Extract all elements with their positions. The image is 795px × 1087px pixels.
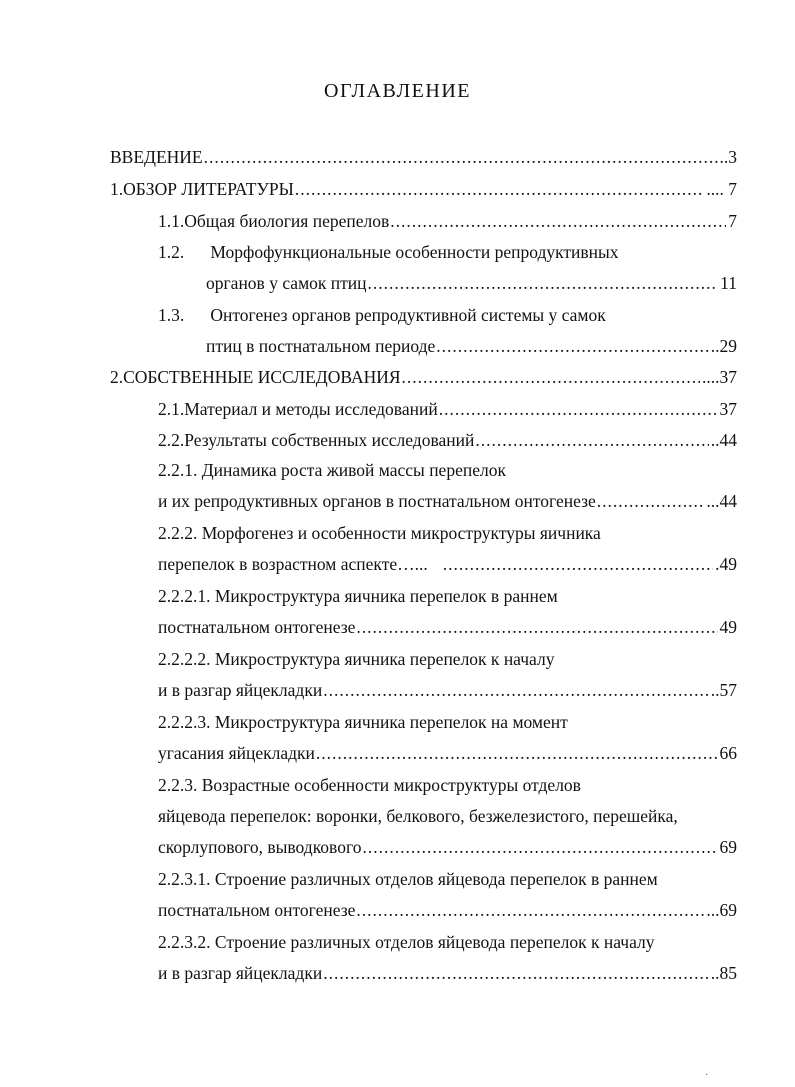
toc-entry-text: органов у самок птиц [206, 273, 367, 293]
toc-entry-page: ....37 [702, 367, 737, 387]
toc-entry-chapter-2 [110, 364, 737, 390]
toc-entry-number: 1.3. [158, 305, 185, 325]
toc-entry-page: 7 [728, 211, 737, 231]
toc-entry-text: Общая биология перепелов [184, 211, 390, 231]
toc-entry-text: и в разгар яйцекладки [158, 680, 323, 700]
toc-entry-text: 2.2.3.1. Строение различных отделов яйцевода перепелок в раннем [158, 869, 658, 889]
toc-entry-page: ...69 [706, 900, 737, 920]
toc-entry-page: ...44 [706, 491, 737, 511]
toc-entry-2-2-3 [158, 772, 737, 798]
page-title: ОГЛАВЛЕНИЕ [324, 80, 471, 102]
toc-entry-text: постнатальном онтогенезе [158, 900, 356, 920]
toc-entry-chapter-1 [110, 176, 737, 202]
toc-entry-text: птиц в постнатальном периоде [206, 336, 436, 356]
leader-dots [475, 427, 708, 453]
toc-entry-text: Материал и методы исследований [184, 399, 438, 419]
toc-entry-text: и их репродуктивных органов в постнатальном онтогенезе [158, 491, 596, 511]
leader-dots [204, 144, 718, 170]
leader-dots [323, 960, 709, 986]
toc-entry-2-2-1-continued [158, 488, 737, 514]
toc-entry-1-2-continued [206, 270, 737, 296]
leader-dots [356, 614, 717, 640]
toc-entry-2-2-3-2 [158, 929, 737, 955]
leader-dots [316, 740, 718, 766]
toc-entry-1-3-continued [206, 333, 737, 359]
toc-entry-2-2-2-3-continued [158, 740, 737, 766]
toc-entry-text: скорлупового, выводкового [158, 837, 362, 857]
toc-entry-page: 37 [719, 399, 737, 419]
toc-entry-1-3 [158, 302, 737, 328]
toc-entry-page: 69 [719, 837, 737, 857]
toc-entry-2-2 [158, 427, 737, 453]
toc-entry-text: ОБЗОР ЛИТЕРАТУРЫ [123, 179, 294, 199]
toc-entry-text: и в разгар яйцекладки [158, 963, 323, 983]
toc-entry-2-2-2-2 [158, 646, 737, 672]
toc-entry-text: Морфофункциональные особенности репродуктивных [210, 242, 619, 262]
toc-entry-text: 2.2.2.3. Микроструктура яичника перепелок на момент [158, 712, 568, 732]
toc-entry-page: 49 [719, 617, 737, 637]
leader-dots [429, 551, 713, 577]
toc-entry-number: 1.2. [158, 242, 185, 262]
toc-entry-page: ..3 [719, 147, 737, 167]
toc-entry-2-2-3-continued [158, 834, 737, 860]
toc-entry-text: 2.2.2.2. Микроструктура яичника перепелок к началу [158, 649, 555, 669]
toc-entry-text: перепелок в возрастном аспекте…... [158, 554, 428, 574]
toc-entry-page: ..29 [710, 336, 737, 356]
toc-entry-text: 2.2.3. Возрастные особенности микроструктуры отделов [158, 775, 581, 795]
toc-entry-number: 2.1. [158, 399, 185, 419]
toc-entry-1-1 [158, 208, 737, 234]
toc-entry-introduction [110, 144, 737, 170]
scan-speck: · [705, 1070, 709, 1081]
toc-entry-text: угасания яйцекладки [158, 743, 315, 763]
toc-entry-text: 2.2.2.1. Микроструктура яичника перепелок в раннем [158, 586, 558, 606]
leader-dots [362, 834, 717, 860]
toc-entry-2-2-3-line-2 [158, 803, 737, 829]
toc-entry-number: 1.1. [158, 211, 185, 231]
toc-entry-page: ..44 [710, 430, 737, 450]
toc-entry-2-2-3-1 [158, 866, 737, 892]
leader-dots [402, 364, 700, 390]
leader-dots [597, 488, 705, 514]
toc-entry-2-2-3-2-continued [158, 960, 737, 986]
leader-dots [323, 677, 709, 703]
toc-entry-text: Результаты собственных исследований [184, 430, 475, 450]
toc-entry-page: .49 [715, 554, 737, 574]
toc-entry-page: 66 [719, 743, 737, 763]
leader-dots [295, 176, 704, 202]
toc-entry-2-2-2-continued [158, 551, 737, 577]
leader-dots [390, 208, 726, 234]
toc-entry-page: ..85 [710, 963, 737, 983]
toc-entry-2-1 [158, 396, 737, 422]
toc-entry-text: Онтогенез органов репродуктивной системы у самок [210, 305, 606, 325]
toc-entry-2-2-1 [158, 457, 737, 483]
toc-entry-text: 2.2.3.2. Строение различных отделов яйцевода перепелок к началу [158, 932, 655, 952]
toc-entry-2-2-2-1-continued [158, 614, 737, 640]
leader-dots [439, 396, 718, 422]
toc-entry-text: постнатальном онтогенезе [158, 617, 356, 637]
toc-entry-2-2-2-3 [158, 709, 737, 735]
toc-entry-number: 1. [110, 179, 124, 199]
toc-entry-number: 2. [110, 367, 124, 387]
toc-entry-text: СОБСТВЕННЫЕ ИССЛЕДОВАНИЯ [123, 367, 401, 387]
leader-dots [356, 897, 704, 923]
toc-entry-text: 2.2.2. Морфогенез и особенности микроструктуры яичника [158, 523, 601, 543]
toc-entry-1-2 [158, 239, 737, 265]
toc-entry-text: ВВЕДЕНИЕ [110, 147, 203, 167]
toc-entry-2-2-3-1-continued [158, 897, 737, 923]
toc-entry-page: .... 7 [706, 179, 737, 199]
toc-entry-2-2-2-1 [158, 583, 737, 609]
leader-dots [436, 333, 708, 359]
toc-entry-2-2-2-2-continued [158, 677, 737, 703]
toc-entry-page: ..57 [710, 680, 737, 700]
toc-entry-number: 2.2. [158, 430, 185, 450]
toc-entry-2-2-2 [158, 520, 737, 546]
toc-entry-text: 2.2.1. Динамика роста живой массы перепелок [158, 460, 506, 480]
toc-entry-text: яйцевода перепелок: воронки, белкового, безжелезистого, перешейка, [158, 806, 678, 826]
leader-dots [368, 270, 719, 296]
toc-entry-page: 11 [720, 273, 737, 293]
